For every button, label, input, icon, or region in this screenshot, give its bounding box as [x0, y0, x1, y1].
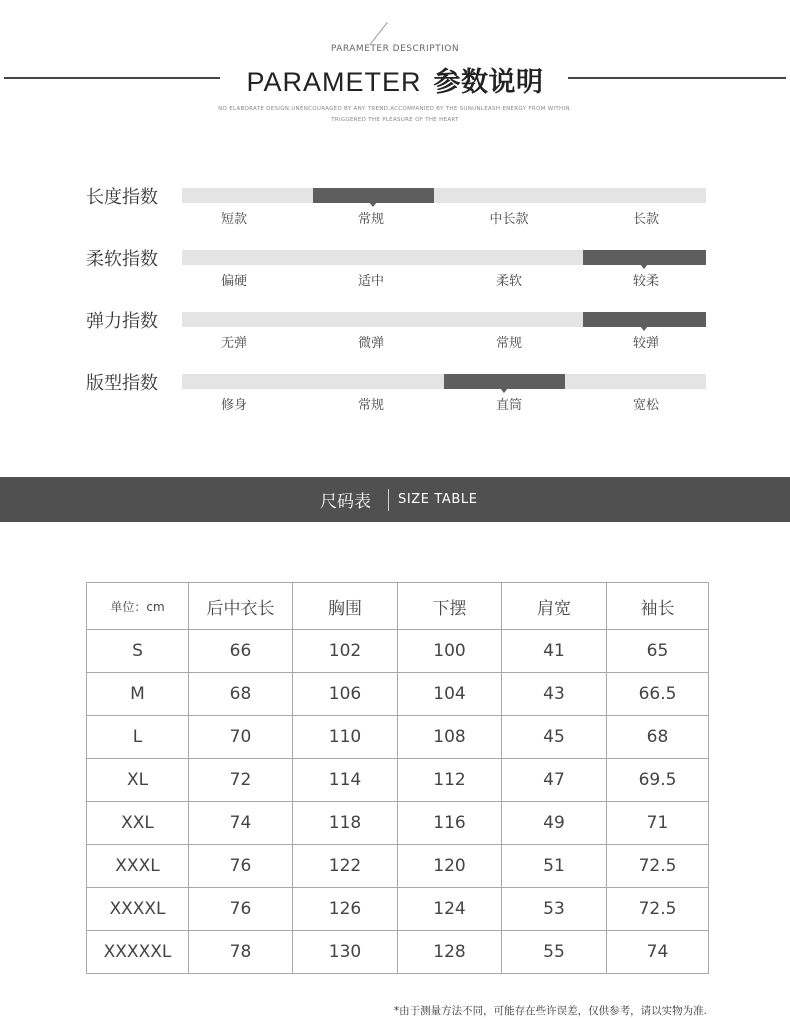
table-cell: 65 — [607, 630, 709, 673]
page-title-en: PARAMETER — [246, 67, 422, 97]
table-cell: 126 — [293, 888, 398, 931]
parameter-indicator — [583, 312, 706, 327]
parameter-option: 偏硬 — [220, 274, 247, 289]
table-cell: L — [87, 716, 189, 759]
size-table — [86, 582, 709, 974]
header-tagline-2: TRIGGERED THE PLEASURE OF THE HEART — [331, 117, 459, 123]
table-header-cell: 肩宽 — [502, 583, 607, 630]
table-header-row — [87, 583, 709, 630]
table-cell: 114 — [293, 759, 398, 802]
parameter-option: 适中 — [357, 274, 384, 289]
header-rule-left — [4, 77, 220, 79]
table-cell: 108 — [398, 716, 502, 759]
table-cell: 47 — [502, 759, 607, 802]
table-cell: 69.5 — [607, 759, 709, 802]
parameter-option: 较柔 — [632, 274, 659, 289]
table-cell: 110 — [293, 716, 398, 759]
parameter-indicator — [313, 188, 434, 203]
table-cell: 128 — [398, 931, 502, 974]
table-cell: 55 — [502, 931, 607, 974]
table-row — [87, 673, 709, 716]
table-cell: 53 — [502, 888, 607, 931]
table-cell: 70 — [189, 716, 293, 759]
table-cell: 71 — [607, 802, 709, 845]
parameter-option: 柔软 — [495, 274, 522, 289]
size-table-title-cn: 尺码表 — [320, 492, 371, 512]
parameter-option: 长款 — [632, 212, 659, 227]
parameter-track — [182, 374, 706, 389]
table-cell: 120 — [398, 845, 502, 888]
size-table-banner — [0, 477, 790, 522]
table-header-cell: 胸围 — [293, 583, 398, 630]
table-cell: 76 — [189, 845, 293, 888]
parameter-row-fit — [0, 369, 790, 429]
parameter-track — [182, 250, 706, 265]
table-cell: 68 — [189, 673, 293, 716]
table-cell: M — [87, 673, 189, 716]
parameter-indicator — [583, 250, 706, 265]
table-cell: 102 — [293, 630, 398, 673]
table-cell: 104 — [398, 673, 502, 716]
table-cell: 45 — [502, 716, 607, 759]
table-cell: 130 — [293, 931, 398, 974]
parameter-option: 宽松 — [632, 398, 659, 413]
page-title — [220, 60, 570, 99]
indicator-notch — [640, 264, 648, 269]
table-cell: 124 — [398, 888, 502, 931]
table-header-cell: 后中衣长 — [189, 583, 293, 630]
table-row — [87, 759, 709, 802]
table-cell: 41 — [502, 630, 607, 673]
parameter-indicator — [444, 374, 565, 389]
parameter-option: 修身 — [220, 398, 247, 413]
table-cell: 122 — [293, 845, 398, 888]
table-row — [87, 931, 709, 974]
table-cell: 74 — [607, 931, 709, 974]
measurement-footnote: *由于测量方法不同，可能存在些许误差，仅供参考，请以实物为准. — [393, 1005, 707, 1017]
table-cell: 49 — [502, 802, 607, 845]
table-row — [87, 716, 709, 759]
table-cell: 72 — [189, 759, 293, 802]
table-row — [87, 802, 709, 845]
parameter-option: 较弹 — [632, 336, 659, 351]
parameter-option: 直筒 — [495, 398, 522, 413]
indicator-notch — [500, 388, 508, 393]
header-rule-right — [568, 77, 786, 79]
parameter-option: 无弹 — [220, 336, 247, 351]
table-cell: XXXXXL — [87, 931, 189, 974]
table-cell: 43 — [502, 673, 607, 716]
parameter-label: 版型指数 — [86, 373, 158, 394]
table-cell: 74 — [189, 802, 293, 845]
table-header-cell: 单位：cm — [87, 583, 189, 630]
parameter-row-elasticity — [0, 307, 790, 367]
parameter-option: 常规 — [495, 336, 522, 351]
table-cell: 51 — [502, 845, 607, 888]
parameter-row-softness — [0, 245, 790, 305]
table-cell: XXXL — [87, 845, 189, 888]
table-row — [87, 845, 709, 888]
size-table-title-en: SIZE TABLE — [398, 492, 478, 507]
parameter-option: 常规 — [357, 398, 384, 413]
parameter-option: 微弹 — [357, 336, 384, 351]
parameter-track — [182, 312, 706, 327]
table-cell: 72.5 — [607, 845, 709, 888]
parameter-label: 弹力指数 — [86, 311, 158, 332]
parameter-row-length — [0, 183, 790, 243]
parameter-option: 短款 — [220, 212, 247, 227]
table-cell: 106 — [293, 673, 398, 716]
banner-divider — [388, 489, 389, 511]
page-title-cn: 参数说明 — [433, 67, 544, 98]
parameter-label: 长度指数 — [86, 187, 158, 208]
table-cell: 100 — [398, 630, 502, 673]
table-cell: XXL — [87, 802, 189, 845]
indicator-notch — [640, 326, 648, 331]
table-cell: 68 — [607, 716, 709, 759]
table-row — [87, 888, 709, 931]
table-cell: 76 — [189, 888, 293, 931]
parameter-track — [182, 188, 706, 203]
indicator-notch — [369, 202, 377, 207]
header-caption: PARAMETER DESCRIPTION — [330, 44, 460, 54]
table-header-cell: 袖长 — [607, 583, 709, 630]
table-cell: 118 — [293, 802, 398, 845]
parameter-option: 中长款 — [489, 212, 529, 227]
header-tagline-1: NO ELABORATE DESIGN,UNENCOURAGED BY ANY TREND,ACCOMPANIED BY THE SUNUNLEASH ENERGY FROM WITHIN. — [218, 106, 572, 112]
table-cell: XXXXL — [87, 888, 189, 931]
parameter-label: 柔软指数 — [86, 249, 158, 270]
table-header-cell: 下摆 — [398, 583, 502, 630]
decorative-slash — [370, 22, 388, 45]
parameter-option: 常规 — [357, 212, 384, 227]
table-cell: 66.5 — [607, 673, 709, 716]
table-cell: 116 — [398, 802, 502, 845]
table-cell: 72.5 — [607, 888, 709, 931]
table-cell: 112 — [398, 759, 502, 802]
table-cell: S — [87, 630, 189, 673]
table-cell: XL — [87, 759, 189, 802]
table-cell: 78 — [189, 931, 293, 974]
table-row — [87, 630, 709, 673]
table-cell: 66 — [189, 630, 293, 673]
